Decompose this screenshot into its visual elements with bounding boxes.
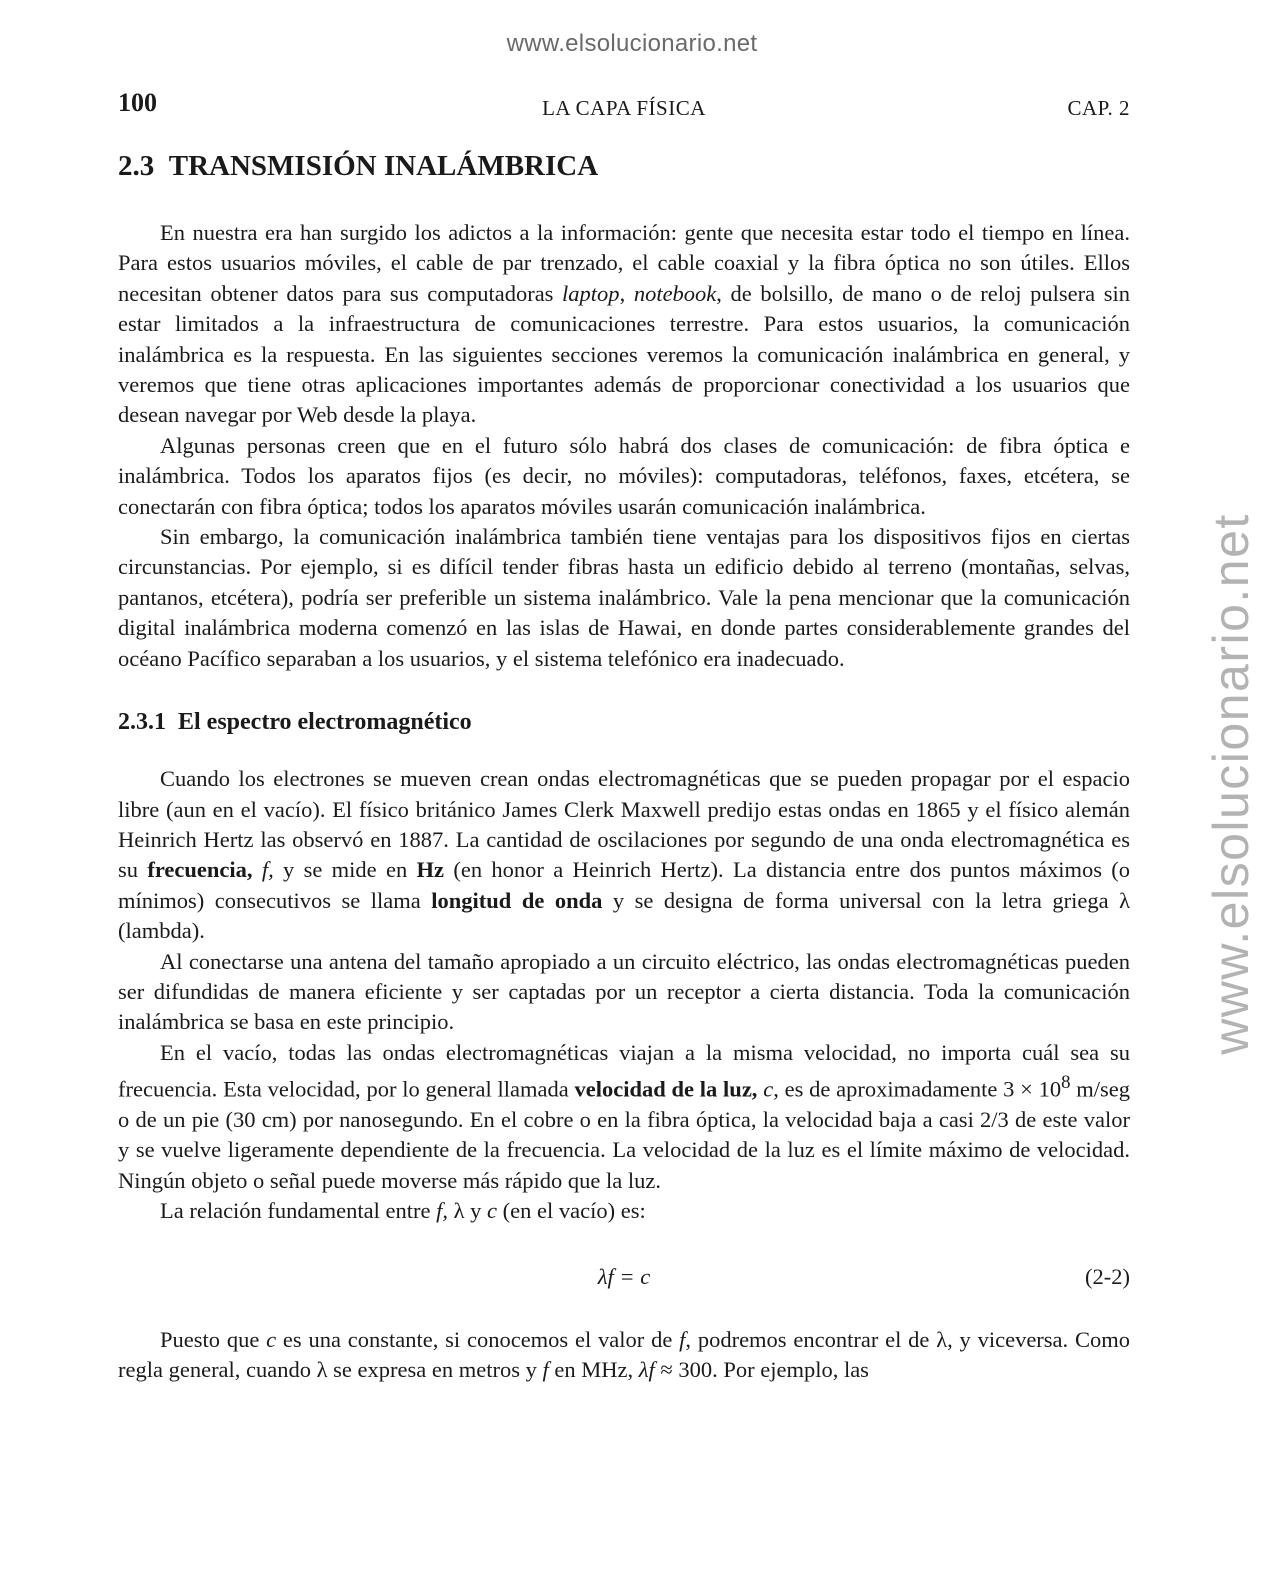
section-number: 2.3 xyxy=(118,150,155,182)
paragraph: Puesto que c es una constante, si conocemos el valor de f, podremos encontrar el de λ, y viceversa. Como regla general, cuando λ se expresa en metros y f en MHz, λf ≈ 300. Por ejemplo, las xyxy=(118,1326,1130,1383)
paragraph: Sin embargo, la comunicación inalámbrica también tiene ventajas para los dispositivos fijos en ciertas circunstancias. Por ejemplo, si es difícil tender fibras hasta un edificio debido al terreno (montañas, selvas, pantanos, etcétera), podría ser preferible un sistema inalámbrico. Vale la pena mencionar que la comunicación digital inalámbrica moderna comenzó en las islas de Hawai, en donde partes considerablemente grandes del océano Pacífico separaban a los usuarios, y el sistema telefónico era inadecuado. xyxy=(118,524,1130,671)
running-chapter-label: CAP. 2 xyxy=(1067,96,1130,120)
watermark-url: www.elsolucionario.net xyxy=(506,30,758,57)
paragraph: En nuestra era han surgido los adictos a la información: gente que necesita estar todo el tiempo en línea. Para estos usuarios móviles, el cable de par trenzado, el cable coaxial y la fibra óptica no son útiles. Ellos necesitan obtener datos para sus computadoras laptop, notebook, de bolsillo, de mano o de reloj pulsera sin estar limitados a la infraestructura de comunicaciones terrestre. Para estos usuarios, la comunicación inalámbrica es la respuesta. En las siguientes secciones veremos la comunicación inalámbrica en general, y veremos que tiene otras aplicaciones importantes además de proporcionar conectividad a los usuarios que desean navegar por Web desde la playa. xyxy=(118,220,1131,428)
paragraph: Al conectarse una antena del tamaño apropiado a un circuito eléctrico, las ondas electromagnéticas pueden ser difundidas de manera eficiente y ser captadas por un receptor a cierta distancia. Toda la comunicación inalámbrica se basa en este principio. xyxy=(118,948,1130,1035)
paragraph: Algunas personas creen que en el futuro sólo habrá dos clases de comunicación: de fibra óptica e inalámbrica. Todos los aparatos fijos (es decir, no móviles): computadoras, teléfonos, faxes, etcétera, se conectarán con fibra óptica; todos los aparatos móviles usarán comunicación inalámbrica. xyxy=(118,432,1130,519)
paragraph: La relación fundamental entre f, λ y c (en el vacío) es: xyxy=(160,1198,646,1224)
paragraph: En el vacío, todas las ondas electromagnéticas viajan a la misma velocidad, no importa cuál sea su frecuencia. Esta velocidad, por lo general llamada velocidad de la luz, c, es de aproximadamente $3 \times 10^8$ m/seg o de un pie (30 cm) por nanosegundo. En el cobre o en la fibra óptica, la velocidad baja a casi 2/3 de este valor y se vuelve ligeramente dependiente de la frecuencia. La velocidad de la luz es el límite máximo de velocidad. Ningún objeto o señal puede moverse más rápido que la luz. xyxy=(118,1039,1131,1193)
watermark-url-vertical: www.elsolucionario.net xyxy=(1203,513,1259,1055)
page-body xyxy=(118,148,1130,1386)
section-title: TRANSMISIÓN INALÁMBRICA xyxy=(168,150,599,182)
running-header xyxy=(118,88,1130,124)
subsection-title: El espectro electromagnético xyxy=(178,709,472,736)
page-number: 100 xyxy=(118,88,157,117)
equation xyxy=(118,1261,1130,1293)
running-chapter-title: LA CAPA FÍSICA xyxy=(542,96,706,120)
paragraph: Cuando los electrones se mueven crean ondas electromagnéticas que se pueden propagar por el espacio libre (aun en el vacío). El físico británico James Clerk Maxwell predijo estas ondas en 1865 y el físico alemán Heinrich Hertz las observó en 1887. La cantidad de oscilaciones por segundo de una onda electromagnética es su frecuencia, f, y se mide en Hz (en honor a Heinrich Hertz). La distancia entre dos puntos máximos (o mínimos) consecutivos se llama longitud de onda y se designa de forma universal con la letra griega λ (lambda). xyxy=(118,766,1131,944)
section-heading xyxy=(118,148,1130,184)
subsection-heading xyxy=(118,706,1130,738)
equation-number: (2-2) xyxy=(1085,1263,1130,1289)
subsection-number: 2.3.1 xyxy=(118,709,166,736)
equation-formula: λf = c xyxy=(597,1263,651,1289)
